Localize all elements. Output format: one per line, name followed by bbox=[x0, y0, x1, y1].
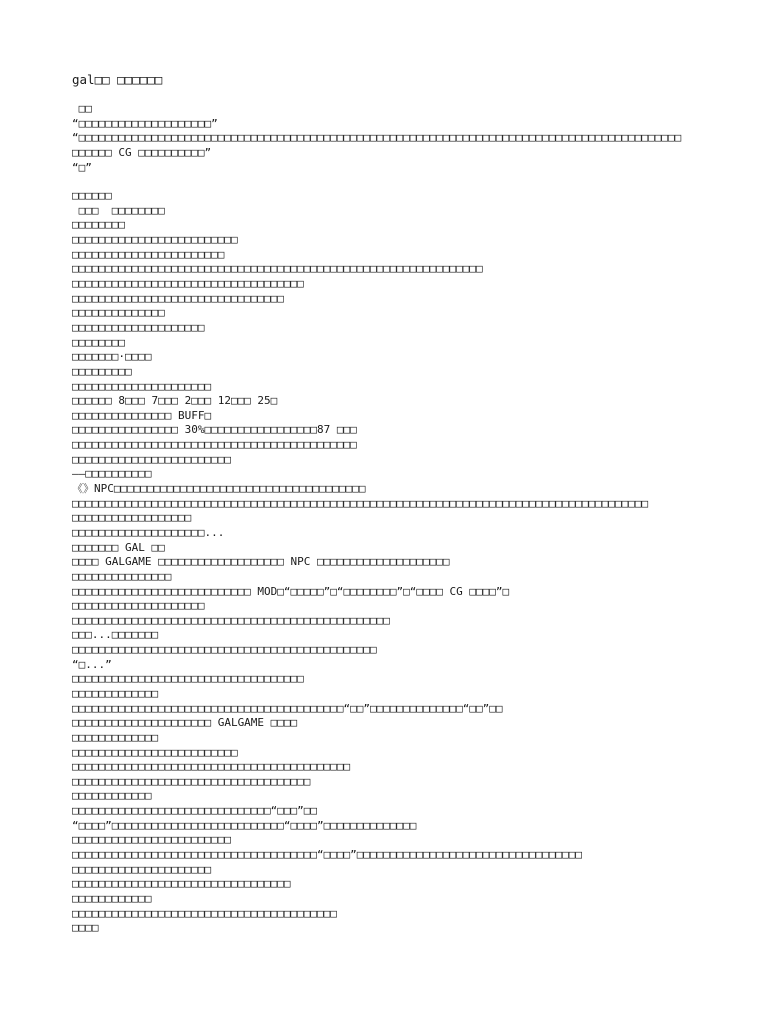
text-line: □□□□□□□□□□□□□□□□□□□□□□□□□□□□□□□□ bbox=[72, 291, 284, 305]
intro-paragraph bbox=[72, 102, 712, 175]
text-line: □□□□□□□□□□□□□□□□□□□□□□□□□□□□□□□□□□□ bbox=[72, 672, 304, 686]
text-line: □□□□□□□□□□□□□□□□□□□□□□□□□□□□□□□□□□□□□□□□□□□□□□ bbox=[72, 643, 377, 657]
text-line: □□□□□□□□□□□□□□□□□□□□□□□□□□□□□□□□□□□□□□□□ bbox=[72, 906, 337, 920]
text-line: □□□□□□□□□□□□□□□□□□□□□□□□□□□□□□□□□ bbox=[72, 877, 291, 891]
text-line: □□□□□□□□□□□□□□□□□□□□□□□□□□□□□□□□□□□□□□□□□□□□□□□□ bbox=[72, 613, 390, 627]
text-line: “□...” bbox=[72, 657, 112, 671]
text-line: □□□□□□□□□□□□□□□□□□□□□□□ bbox=[72, 247, 225, 261]
text-line: □□□□□□□□□□□□□□□□□□□□□□□□ bbox=[72, 833, 231, 847]
text-line: □□□□□□□□□□□□ bbox=[72, 891, 152, 905]
text-line: □□□□□□□□□□□□□□□□□□□□ bbox=[72, 599, 205, 613]
text-line: □□□□□□□□□□□□□□□□□□□□□□□□□□□□□□“□□□”□□ bbox=[72, 804, 318, 818]
text-line: □□□□□□□□□□□□□□□□□□□□... bbox=[72, 525, 225, 539]
paragraph-gap bbox=[72, 175, 712, 189]
text-line: □□□□□□□□□□□□□□□□□□□□□ bbox=[72, 862, 212, 876]
text-line: □□ bbox=[72, 102, 92, 115]
text-line: □□□□□□□□□□□□□□□□□□□□□□□□□□□□□□□□□□□□□□□□□□□□□□□□□□□□□□□□□□□□□□ bbox=[72, 262, 483, 276]
text-line: □□□□□□□□□□□□□□ bbox=[72, 306, 165, 320]
text-line: □□□□□□□□□□□□□□□□□□ bbox=[72, 511, 192, 525]
text-line: □□□□□□□□□□□□□□□□□□□□□□□□□□□□□□□□□□□□□“□□□□”□□□□□□□□□□□□□□□□□□□□□□□□□□□□□□□□□□ bbox=[72, 848, 582, 862]
text-line: □□□□□□ 8□□□ 7□□□ 2□□□ 12□□□ 25□ bbox=[72, 394, 278, 408]
text-line: □□□□□□ bbox=[72, 189, 112, 203]
text-line: □□□□□□□□ bbox=[72, 218, 125, 232]
text-line: □□□□□□□□□□□□□ bbox=[72, 730, 159, 744]
text-line: □□□□ bbox=[72, 921, 99, 935]
text-line: □□□□□□□□□□□□□□□ bbox=[72, 569, 172, 583]
text-line: □□□□□□□□□□□□□□□□□□□□□□□□□□□□□□□□□□□□□□□□□□□□□□□□□□□□□□□□□□□□□□□□□□□□□□□□□□□□□□□□□□□□□□□ bbox=[72, 496, 649, 510]
text-line: □□□□□□ CG □□□□□□□□□□” bbox=[72, 145, 212, 159]
text-line: “□” bbox=[72, 160, 92, 174]
text-line: □□□□□□□□□ bbox=[72, 364, 132, 378]
text-line: □□□□□□□□□□□□□□□□□□□□□□□□□□□□□□□□□□□□ bbox=[72, 774, 311, 788]
text-line: □□□□□□□ GAL □□ bbox=[72, 540, 165, 554]
text-line: □□□□□□□□□□□□□□□□□□□□□ bbox=[72, 379, 212, 393]
text-line: □□□ □□□□□□□□ bbox=[72, 203, 165, 217]
text-line: □□□□□□□□□□□□□□□□□□□□□ GALGAME □□□□ bbox=[72, 716, 298, 730]
text-line: □□□□□□□□□□□□□□□□□□□□ bbox=[72, 320, 205, 334]
text-line: □□□□□□□□□□□□□□□□□□□□□□□□□□□□□□□□□□□□□□□□□□ bbox=[72, 760, 351, 774]
document-title: gal□□ □□□□□□ bbox=[72, 72, 163, 87]
text-line: “□□□□□□□□□□□□□□□□□□□□” bbox=[72, 116, 218, 130]
text-line: □□□□□□□□ bbox=[72, 335, 125, 349]
text-line: □□□□□□□□□□□□□□□□ 30%□□□□□□□□□□□□□□□□□87 □□□ bbox=[72, 423, 357, 437]
text-line: □□□□□□□□□□□□□□□□□□□□□□□□□□□□□□□□□□□□□□□□□“□□”□□□□□□□□□□□□□□“□□”□□ bbox=[72, 701, 503, 715]
text-line: □□□□□□□□□□□□□□□□□□□□□□□□□□□□□□□□□□□□□□□□□□□ bbox=[72, 438, 357, 452]
text-line: □□□□□□□□□□□□□ bbox=[72, 686, 159, 700]
body-text bbox=[72, 189, 712, 936]
document bbox=[72, 72, 712, 936]
text-line: □□□□ GALGAME □□□□□□□□□□□□□□□□□□□ NPC □□□□□□□□□□□□□□□□□□□□ bbox=[72, 555, 450, 569]
text-line: □□□□□□□□□□□□□□□□□□□□□□□□□ bbox=[72, 745, 238, 759]
text-line: “□□□□□□□□□□□□□□□□□□□□□□□□□□□□□□□□□□□□□□□□□□□□□□□□□□□□□□□□□□□□□□□□□□□□□□□□□□□□□□□□□□□□□□□□□□□ bbox=[72, 131, 682, 145]
text-line: □□□□□□□□□□□□□□□ BUFF□ bbox=[72, 408, 212, 422]
text-line: □□□...□□□□□□□ bbox=[72, 628, 159, 642]
text-line: “□□□□”□□□□□□□□□□□□□□□□□□□□□□□□□□“□□□□”□□□□□□□□□□□□□□ bbox=[72, 818, 417, 832]
text-line: □□□□□□□□□□□□□□□□□□□□□□□□ bbox=[72, 452, 231, 466]
text-line: ——□□□□□□□□□□ bbox=[72, 467, 152, 481]
text-line: □□□□□□□□□□□□□□□□□□□□□□□□□ bbox=[72, 233, 238, 247]
text-line: 《》NPC□□□□□□□□□□□□□□□□□□□□□□□□□□□□□□□□□□□□□□ bbox=[72, 482, 366, 496]
text-line: □□□□□□□□□□□□□□□□□□□□□□□□□□□□□□□□□□□ bbox=[72, 277, 304, 291]
text-line: □□□□□□□□□□□□□□□□□□□□□□□□□□□ MOD□“□□□□□”□“□□□□□□□□”□“□□□□ CG □□□□”□ bbox=[72, 584, 510, 598]
text-line: □□□□□□□·□□□□ bbox=[72, 350, 152, 364]
text-line: □□□□□□□□□□□□ bbox=[72, 789, 152, 803]
